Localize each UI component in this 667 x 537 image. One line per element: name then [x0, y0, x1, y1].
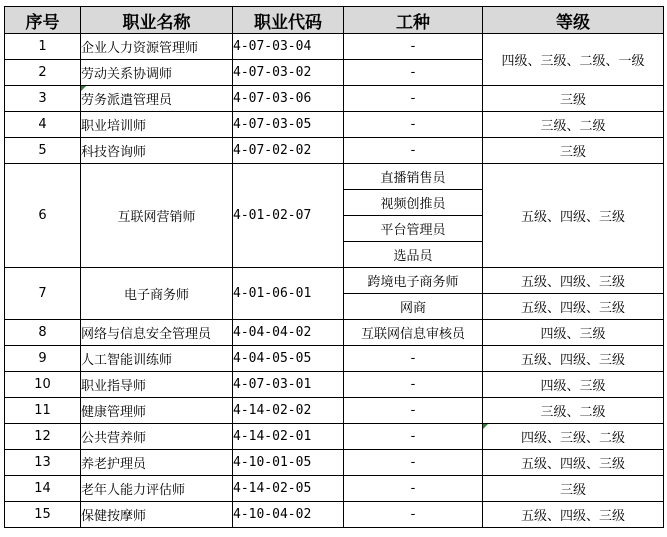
table-row — [5, 320, 664, 346]
cell-code[interactable]: 4-10-04-02 — [233, 502, 344, 528]
cell-level[interactable]: 五级、四级、三级 — [483, 346, 664, 372]
cell-type[interactable]: 直播销售员 — [344, 164, 483, 190]
cell-name[interactable]: 养老护理员 — [81, 450, 233, 476]
cell-code[interactable]: 4-07-03-01 — [233, 372, 344, 398]
cell-level[interactable]: 三级、二级 — [483, 112, 664, 138]
cell-type[interactable]: - — [344, 346, 483, 372]
cell-type[interactable]: - — [344, 60, 483, 86]
cell-type[interactable]: 跨境电子商务师 — [344, 268, 483, 294]
cell-name[interactable]: 科技咨询师 — [81, 138, 233, 164]
cell-code[interactable]: 4-07-03-02 — [233, 60, 344, 86]
cell-type[interactable]: - — [344, 502, 483, 528]
cell-name[interactable]: 健康管理师 — [81, 398, 233, 424]
cell-name[interactable]: 网络与信息安全管理员 — [81, 320, 233, 346]
cell-code[interactable]: 4-04-04-02 — [233, 320, 344, 346]
cell-level[interactable]: 三级 — [483, 138, 664, 164]
cell-code[interactable]: 4-10-01-05 — [233, 450, 344, 476]
cell-name[interactable]: 老年人能力评估师 — [81, 476, 233, 502]
cell-code[interactable]: 4-07-03-04 — [233, 34, 344, 60]
cell-level[interactable]: 五级、四级、三级 — [483, 502, 664, 528]
cell-name[interactable]: 电子商务师 — [81, 268, 233, 320]
cell-no[interactable]: 3 — [5, 86, 81, 112]
cell-no[interactable]: 2 — [5, 60, 81, 86]
cell-code[interactable]: 4-07-02-02 — [233, 138, 344, 164]
cell-name[interactable]: 人工智能训练师 — [81, 346, 233, 372]
cell-type[interactable]: - — [344, 476, 483, 502]
cell-name[interactable]: 保健按摩师 — [81, 502, 233, 528]
cell-name[interactable]: 职业培训师 — [81, 112, 233, 138]
cell-type[interactable]: - — [344, 34, 483, 60]
table-row — [5, 138, 664, 164]
cell-level[interactable]: 五级、四级、三级 — [483, 164, 664, 268]
cell-level[interactable]: 四级、三级、二级、一级 — [483, 34, 664, 86]
cell-level[interactable]: 三级 — [483, 86, 664, 112]
cell-no[interactable]: 14 — [5, 476, 81, 502]
header-type[interactable]: 工种 — [344, 7, 483, 34]
header-code[interactable]: 职业代码 — [233, 7, 344, 34]
cell-no[interactable]: 7 — [5, 268, 81, 320]
cell-type[interactable]: - — [344, 112, 483, 138]
cell-code[interactable]: 4-14-02-01 — [233, 424, 344, 450]
cell-no[interactable]: 4 — [5, 112, 81, 138]
table-row — [5, 34, 664, 60]
cell-level[interactable]: 五级、四级、三级 — [483, 294, 664, 320]
cell-no[interactable]: 12 — [5, 424, 81, 450]
header-row — [5, 7, 664, 34]
table-row — [5, 424, 664, 450]
cell-code[interactable]: 4-04-05-05 — [233, 346, 344, 372]
table-row — [5, 112, 664, 138]
cell-level[interactable]: 四级、三级、二级 — [483, 424, 664, 450]
cell-type[interactable]: - — [344, 86, 483, 112]
cell-type[interactable]: 互联网信息审核员 — [344, 320, 483, 346]
cell-no[interactable]: 10 — [5, 372, 81, 398]
table-row — [5, 346, 664, 372]
cell-type[interactable]: - — [344, 138, 483, 164]
cell-name[interactable]: 公共营养师 — [81, 424, 233, 450]
cell-code[interactable]: 4-07-03-05 — [233, 112, 344, 138]
header-name[interactable]: 职业名称 — [81, 7, 233, 34]
header-level[interactable]: 等级 — [483, 7, 664, 34]
table-row — [5, 450, 664, 476]
cell-no[interactable]: 13 — [5, 450, 81, 476]
cell-type[interactable]: 视频创推员 — [344, 190, 483, 216]
cell-level[interactable]: 四级、三级 — [483, 372, 664, 398]
cell-level[interactable]: 四级、三级 — [483, 320, 664, 346]
cell-name[interactable]: 企业人力资源管理师 — [81, 34, 233, 60]
cell-no[interactable]: 6 — [5, 164, 81, 268]
cell-name[interactable]: 互联网营销师 — [81, 164, 233, 268]
cell-name[interactable]: 职业指导师 — [81, 372, 233, 398]
cell-level[interactable]: 五级、四级、三级 — [483, 268, 664, 294]
cell-type[interactable]: 选品员 — [344, 242, 483, 268]
table-row — [5, 86, 664, 112]
table-row — [5, 476, 664, 502]
cell-code[interactable]: 4-14-02-02 — [233, 398, 344, 424]
header-no[interactable]: 序号 — [5, 7, 81, 34]
cell-no[interactable]: 15 — [5, 502, 81, 528]
cell-type[interactable]: 网商 — [344, 294, 483, 320]
cell-name[interactable]: 劳动关系协调师 — [81, 60, 233, 86]
cell-no[interactable]: 9 — [5, 346, 81, 372]
cell-no[interactable]: 1 — [5, 34, 81, 60]
cell-level[interactable]: 五级、四级、三级 — [483, 450, 664, 476]
cell-code[interactable]: 4-07-03-06 — [233, 86, 344, 112]
cell-name[interactable]: 劳务派遣管理员 — [81, 86, 233, 112]
cell-level[interactable]: 三级、二级 — [483, 398, 664, 424]
cell-type[interactable]: 平台管理员 — [344, 216, 483, 242]
cell-code[interactable]: 4-14-02-05 — [233, 476, 344, 502]
cell-level[interactable]: 三级 — [483, 476, 664, 502]
cell-no[interactable]: 8 — [5, 320, 81, 346]
cell-type[interactable]: - — [344, 424, 483, 450]
cell-no[interactable]: 11 — [5, 398, 81, 424]
table-row — [5, 164, 664, 190]
cell-code[interactable]: 4-01-02-07 — [233, 164, 344, 268]
table-row — [5, 268, 664, 294]
cell-no[interactable]: 5 — [5, 138, 81, 164]
table-row — [5, 502, 664, 528]
cell-type[interactable]: - — [344, 450, 483, 476]
cell-code[interactable]: 4-01-06-01 — [233, 268, 344, 320]
cell-type[interactable]: - — [344, 398, 483, 424]
cell-type[interactable]: - — [344, 372, 483, 398]
table-row — [5, 372, 664, 398]
occupation-table — [4, 6, 664, 528]
table-row — [5, 398, 664, 424]
